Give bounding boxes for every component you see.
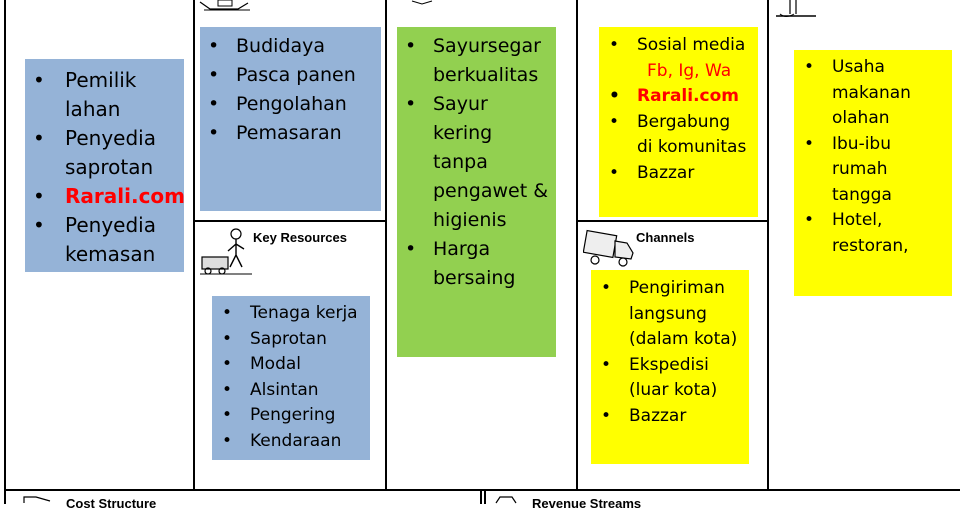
list-item: • Usaha makanan olahan (794, 55, 952, 132)
divider-v3 (576, 0, 578, 491)
channels-title: Channels (636, 230, 695, 245)
list-item: • Pengiriman langsung (dalam kota) (591, 276, 749, 353)
key-resources-list (212, 301, 370, 454)
key-partners-list (25, 66, 184, 269)
bottom-box-mid-l (480, 491, 482, 504)
list-item: • Pengering (212, 403, 370, 429)
list-item: • Alsintan (212, 378, 370, 404)
list-item: • Bergabung di komunitas (599, 110, 758, 161)
key-activities-list (200, 32, 381, 148)
value-propositions-icon (410, 0, 434, 6)
list-item: • Pemilik lahan (25, 66, 184, 124)
list-item: • Sayursegar berkualitas (397, 32, 556, 90)
key-resources-note (212, 296, 370, 460)
cost-structure-icon (22, 495, 52, 504)
list-item: • Hotel, restoran, (794, 208, 952, 259)
list-item: • Rarali.com (25, 182, 184, 211)
truck-icon (583, 227, 635, 267)
key-resources-title: Key Resources (253, 230, 347, 245)
key-resources-icon (198, 227, 254, 277)
divider-v2 (385, 0, 387, 491)
divider-v1 (193, 0, 195, 491)
list-item: • Pengolahan (200, 90, 381, 119)
list-item: • Modal (212, 352, 370, 378)
value-propositions-note (397, 27, 556, 357)
key-partners-note (25, 59, 184, 272)
list-item: • Harga bersaing (397, 235, 556, 293)
bottom-box-left (4, 491, 6, 504)
social-media-detail: Fb, Ig, Wa (647, 60, 732, 81)
list-item: • Penyedia saprotan (25, 124, 184, 182)
list-item: • Ekspedisi (luar kota) (591, 353, 749, 404)
cost-structure-title: Cost Structure (66, 496, 157, 511)
list-item: • Kendaraan (212, 429, 370, 455)
list-item: • Saprotan (212, 327, 370, 353)
channels-list (591, 276, 749, 429)
list-item: • Pasca panen (200, 61, 381, 90)
customer-relationships-list (599, 33, 758, 59)
revenue-streams-title: Revenue Streams (532, 496, 642, 511)
bottom-box-mid-r (484, 491, 486, 504)
channels-note (591, 270, 749, 464)
list-item: • Bazzar (599, 161, 758, 187)
value-propositions-list (397, 32, 556, 293)
divider-h-bottom (4, 489, 960, 491)
list-item: • Pemasaran (200, 119, 381, 148)
list-item: • Bazzar (591, 404, 749, 430)
divider-h-relationships (576, 220, 769, 222)
customer-relationships-note (599, 27, 758, 217)
key-activities-note (200, 27, 381, 211)
list-item: • Sosial media (599, 33, 758, 59)
customer-segments-list (794, 55, 952, 259)
divider-h-activities (193, 220, 387, 222)
customer-segments-icon (772, 0, 820, 20)
list-item: • Sayur kering tanpa pengawet & higienis (397, 90, 556, 235)
list-item: • Ibu-ibu rumah tangga (794, 132, 952, 209)
revenue-streams-icon (494, 495, 518, 504)
list-item: • Penyedia kemasan (25, 211, 184, 269)
key-activities-icon (198, 0, 254, 12)
divider-v4 (767, 0, 769, 491)
list-item: • Budidaya (200, 32, 381, 61)
canvas-border-left (4, 0, 6, 491)
list-item: • Tenaga kerja (212, 301, 370, 327)
customer-segments-note (794, 50, 952, 296)
list-item: • Rarali.com (599, 84, 758, 110)
